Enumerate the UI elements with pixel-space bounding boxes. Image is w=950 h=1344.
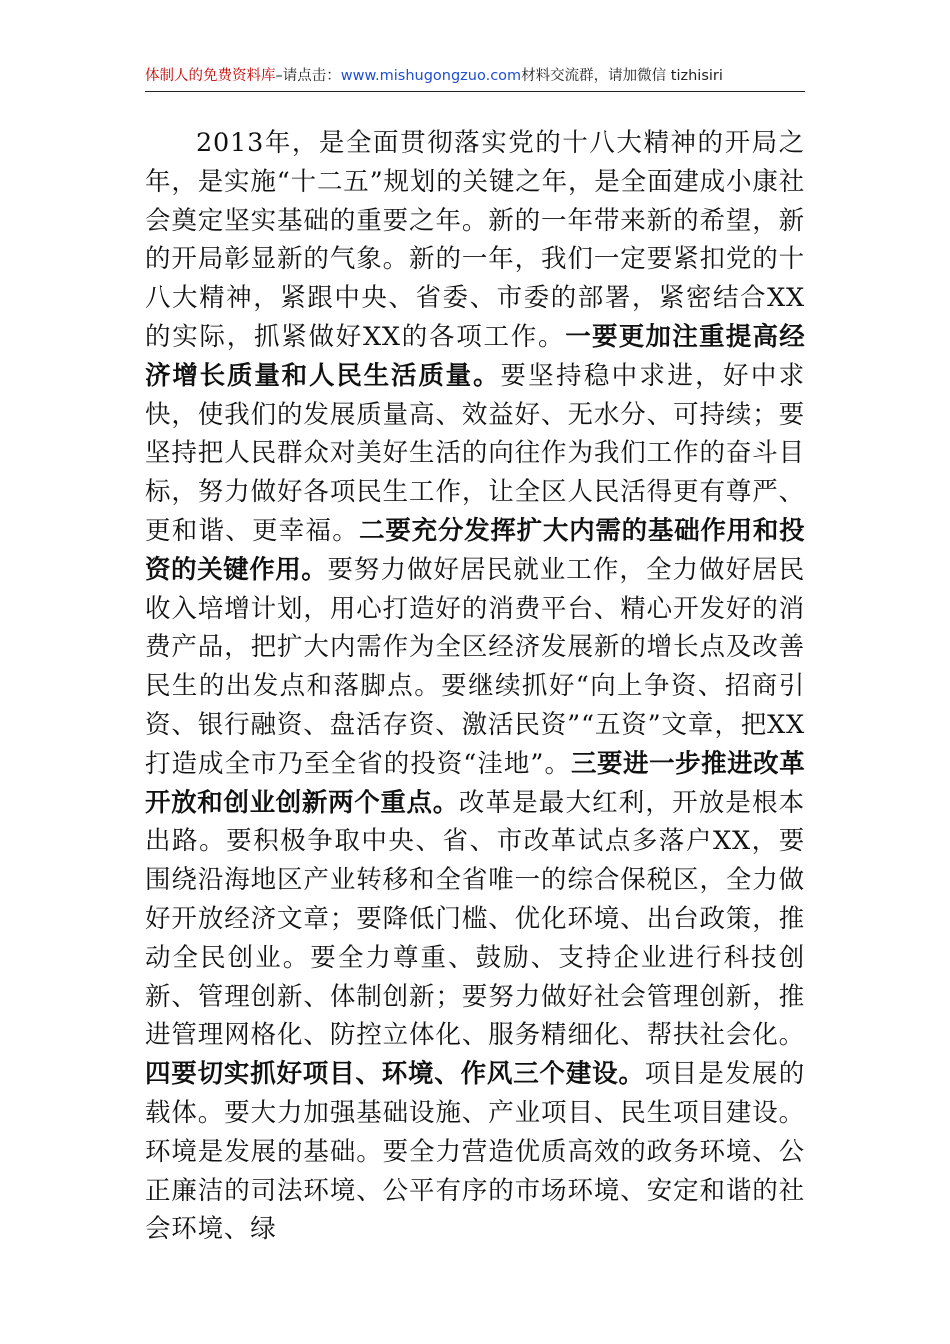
sentence-point-1: 要坚持稳中求进，好中求快，使我们的发展质量高、效益好、无水分、可持续；要坚持把人民群众对美好生活的向往作为我们工作的奋斗目标，努力做好各项民生工作，让全区人民活得更有尊严、更和谐、更幸福。 — [145, 360, 805, 546]
header-divider — [145, 91, 805, 92]
header-contact: 材料交流群，请加微信 tizhisiri — [521, 68, 723, 84]
heading-point-1: 一要更加注重提高经济增长质量和人民生活质量。 — [145, 321, 806, 391]
heading-point-4: 四要切实抓好项目、环境、作风三个建设。 — [145, 1059, 645, 1090]
header-brand: 体制人的免费资料库 — [145, 68, 276, 84]
page-header — [145, 66, 805, 86]
header-prompt: –请点击： — [275, 68, 341, 84]
sentence-point-4: 项目是发展的载体。要大力加强基础设施、产业项目、民生项目建设。环境是发展的基础。要全力营造优质高效的政务环境、公正廉洁的司法环境、公平有序的市场环境、安定和谐的社会环境、绿 — [145, 1059, 806, 1245]
heading-point-3: 三要进一步推进改革开放和创业创新两个重点。 — [145, 748, 805, 818]
heading-point-2: 二要充分发挥扩大内需的基础作用和投资的关键作用。 — [145, 515, 805, 585]
sentence-intro: 2013年，是全面贯彻落实党的十八大精神的开局之年，是实施“十二五”规划的关键之年，是全面建成小康社会奠定坚实基础的重要之年。新的一年带来新的希望，新的开局彰显新的气象。新的一年，我们一定要紧扣党的十八大精神，紧跟中央、省委、市委的部署，紧密结合XX的实际，抓紧做好XX的各项工作。 — [145, 128, 805, 352]
sentence-point-3: 改革是最大红利，开放是根本出路。要积极争取中央、省、市改革试点多落户XX，要围绕沿海地区产业转移和全省唯一的综合保税区，全力做好开放经济文章；要降低门槛、优化环境、出台政策，推动全民创业。要全力尊重、鼓励、支持企业进行科技创新、管理创新、体制创新；要努力做好社会管理创新，推进管理网格化、防控立体化、服务精细化、帮扶社会化。 — [145, 787, 805, 1051]
body-paragraph — [145, 124, 805, 1249]
header-link[interactable]: www.mishugongzuo.com — [340, 68, 522, 84]
sentence-point-2: 要努力做好居民就业工作，全力做好居民收入培增计划，用心打造好的消费平台、精心开发好的消费产品，把扩大内需作为全区经济发展新的增长点及改善民生的出发点和落脚点。要继续抓好“向上争资、招商引资、银行融资、盘活存资、激活民资”“五资”文章，把XX打造成全市乃至全省的投资“洼地”。 — [145, 554, 805, 779]
